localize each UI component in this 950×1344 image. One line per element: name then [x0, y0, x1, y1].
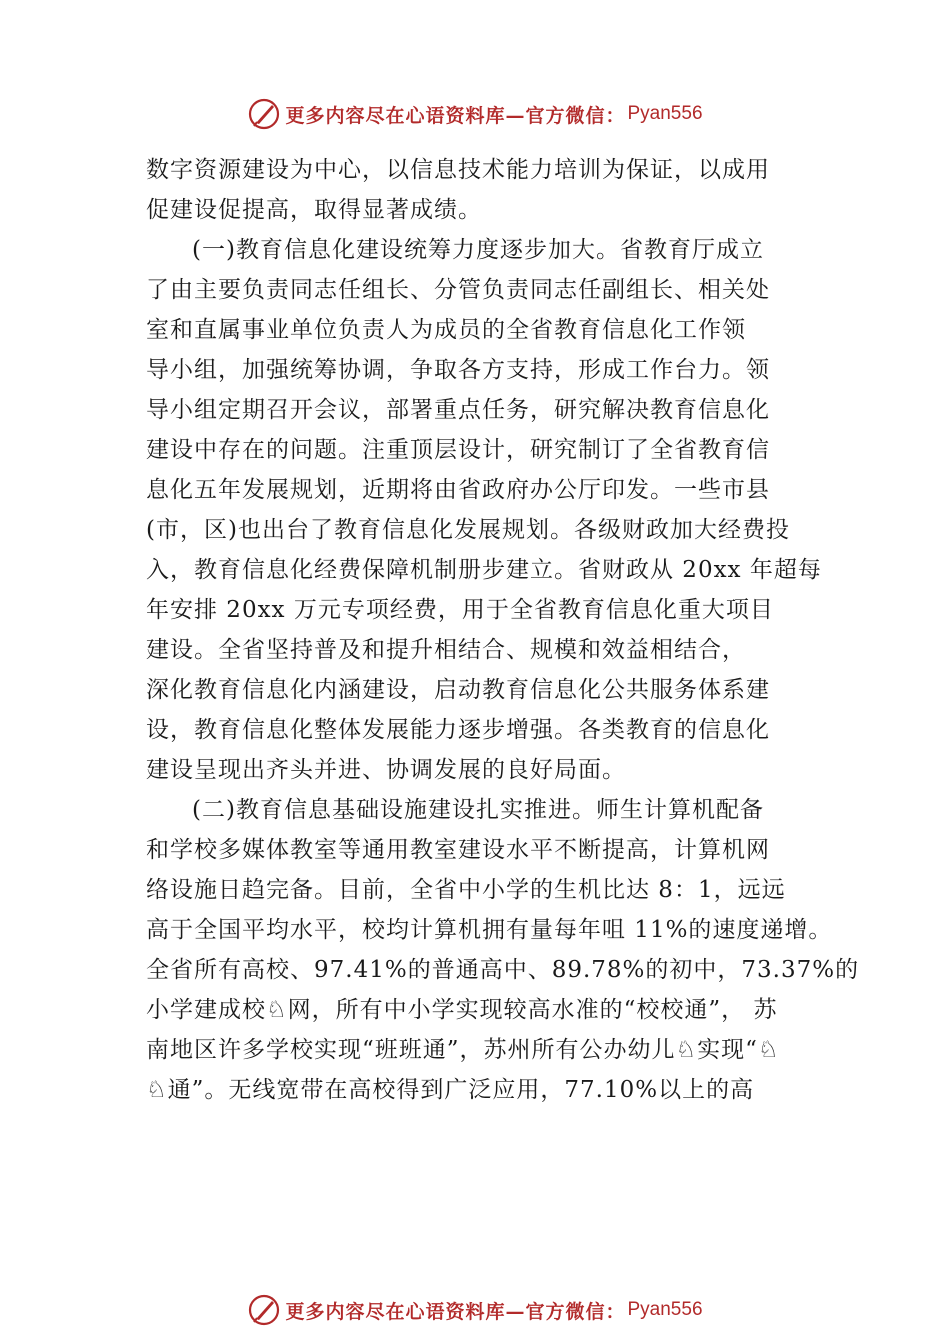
- text-line: 和学校多媒体教室等通用教室建设水平不断提高，计算机网: [146, 837, 770, 863]
- text-line: (市，区)也出台了教育信息化发展规划。各级财政加大经费投: [146, 517, 790, 543]
- text-line: 络设施日趋完备。目前，全省中小学的生机比达 8：1，远远: [146, 877, 786, 903]
- text-line: 年安排 20xx 万元专项经费，用于全省教育信息化重大项目: [146, 597, 774, 623]
- header-watermark: [0, 94, 950, 134]
- text-line: 室和直属事业单位负责人为成员的全省教育信息化工作领: [146, 317, 746, 343]
- text-line: 导小组，加强统筹协调，争取各方支持，形成工作台力。领: [146, 357, 770, 383]
- header-wechat-id: Pyan556: [627, 103, 703, 124]
- text-line: 设，教育信息化整体发展能力逐步增强。各类教育的信息化: [146, 717, 770, 743]
- text-line: 入，教育信息化经费保障机制册步建立。省财政从 20xx 年超每: [146, 557, 822, 583]
- footer-watermark-text: 更多内容尽在心语资料库—官方微信：: [285, 1300, 626, 1323]
- document-body: [146, 150, 860, 1110]
- text-line: 南地区许多学校实现“班班通”，苏州所有公办幼儿♘实现“♘: [146, 1037, 780, 1063]
- text-line: 全省所有高校、97.41%的普通高中、89.78%的初中，73.37%的: [146, 957, 860, 983]
- quill-logo-icon: [247, 97, 281, 131]
- text-line: 了由主要负责同志任组长、分管负责同志任副组长、相关处: [146, 277, 770, 303]
- text-line: ♘通”。无线宽带在高校得到广泛应用，77.10%以上的高: [146, 1077, 755, 1103]
- footer-wechat-id: Pyan556: [627, 1299, 703, 1320]
- text-line: 促建设促提高，取得显著成绩。: [146, 197, 482, 223]
- text-line: 建设中存在的问题。注重顶层设计，研究制订了全省教育信: [146, 437, 770, 463]
- text-line: 深化教育信息化内涵建设，启动教育信息化公共服务体系建: [146, 677, 770, 703]
- text-line: 建设。全省坚持普及和提升相结合、规模和效益相结合，: [146, 637, 746, 663]
- quill-logo-icon: [247, 1293, 281, 1327]
- text-line: 数字资源建设为中心，以信息技术能力培训为保证，以成用: [146, 157, 770, 183]
- text-line: 高于全国平均水平，校均计算机拥有量每年咀 11%的速度递增。: [146, 917, 833, 943]
- header-watermark-text: 更多内容尽在心语资料库—官方微信：: [285, 104, 626, 127]
- text-line: 息化五年发展规划，近期将由省政府办公厅印发。一些市县: [146, 477, 770, 503]
- text-line: 建设呈现出齐头并进、协调发展的良好局面。: [146, 757, 626, 783]
- section-heading-line: (二)教育信息基础设施建设扎实推进。师生计算机配备: [192, 797, 764, 823]
- section-heading-line: (一)教育信息化建设统筹力度逐步加大。省教育厅成立: [192, 237, 764, 263]
- text-line: 小学建成校♘网，所有中小学实现较高水准的“校校通”， 苏: [146, 997, 778, 1023]
- footer-watermark: [0, 1290, 950, 1330]
- text-line: 导小组定期召开会议，部署重点任务，研究解决教育信息化: [146, 397, 770, 423]
